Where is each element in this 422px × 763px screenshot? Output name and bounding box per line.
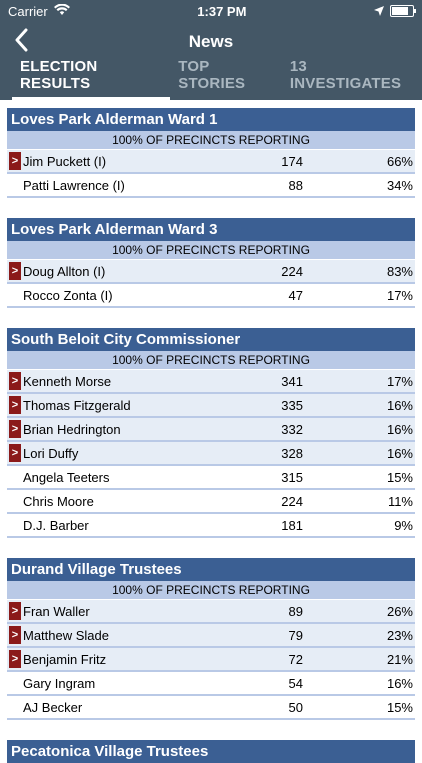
candidate-name: Patti Lawrence (I) bbox=[23, 177, 125, 193]
candidate-name: Brian Hedrington bbox=[23, 421, 121, 437]
candidate-name: Lori Duffy bbox=[23, 445, 79, 461]
candidate-percent: 26% bbox=[386, 603, 413, 619]
candidate-row[interactable] bbox=[7, 442, 415, 466]
candidate-votes: 332 bbox=[281, 421, 303, 437]
precincts-reporting: 100% OF PRECINCTS REPORTING bbox=[7, 581, 415, 600]
candidate-votes: 174 bbox=[281, 153, 303, 169]
race-section bbox=[7, 740, 415, 763]
race-title: Durand Village Trustees bbox=[7, 558, 415, 581]
candidate-percent: 17% bbox=[386, 287, 413, 303]
candidate-votes: 72 bbox=[288, 651, 303, 667]
winner-marker-icon: > bbox=[9, 444, 21, 462]
candidate-row[interactable] bbox=[7, 490, 415, 514]
candidate-name: Matthew Slade bbox=[23, 627, 109, 643]
status-right bbox=[374, 4, 414, 19]
race-section bbox=[7, 108, 415, 198]
candidate-row[interactable] bbox=[7, 624, 415, 648]
candidate-percent: 34% bbox=[386, 177, 413, 193]
race-section bbox=[7, 218, 415, 308]
battery-icon bbox=[390, 5, 414, 17]
precincts-reporting: 100% OF PRECINCTS REPORTING bbox=[7, 351, 415, 370]
candidate-percent: 21% bbox=[386, 651, 413, 667]
candidate-row[interactable] bbox=[7, 514, 415, 538]
candidate-row[interactable] bbox=[7, 600, 415, 624]
nav-bar bbox=[0, 22, 422, 62]
candidate-name: Jim Puckett (I) bbox=[23, 153, 107, 169]
candidate-name: Rocco Zonta (I) bbox=[23, 287, 113, 303]
candidate-row[interactable] bbox=[7, 370, 415, 394]
candidate-percent: 66% bbox=[386, 153, 413, 169]
winner-marker-icon: > bbox=[9, 152, 21, 170]
candidate-percent: 17% bbox=[386, 373, 413, 389]
candidate-votes: 89 bbox=[288, 603, 303, 619]
candidate-name: Angela Teeters bbox=[23, 469, 110, 485]
candidate-votes: 315 bbox=[281, 469, 303, 485]
status-bar bbox=[0, 0, 422, 22]
candidate-name: Fran Waller bbox=[23, 603, 90, 619]
candidate-votes: 54 bbox=[288, 675, 303, 691]
chevron-left-icon bbox=[14, 28, 28, 52]
candidate-votes: 224 bbox=[281, 263, 303, 279]
candidate-votes: 47 bbox=[288, 287, 303, 303]
race-title: South Beloit City Commissioner bbox=[7, 328, 415, 351]
race-title: Pecatonica Village Trustees bbox=[7, 740, 415, 763]
candidate-percent: 9% bbox=[394, 517, 413, 533]
race-title: Loves Park Alderman Ward 1 bbox=[7, 108, 415, 131]
status-left bbox=[8, 4, 70, 19]
wifi-icon bbox=[54, 4, 70, 19]
candidate-row[interactable] bbox=[7, 174, 415, 198]
candidate-row[interactable] bbox=[7, 260, 415, 284]
candidate-row[interactable] bbox=[7, 150, 415, 174]
winner-marker-icon: > bbox=[9, 372, 21, 390]
candidate-votes: 224 bbox=[281, 493, 303, 509]
winner-marker-icon: > bbox=[9, 626, 21, 644]
winner-marker-icon: > bbox=[9, 420, 21, 438]
race-title: Loves Park Alderman Ward 3 bbox=[7, 218, 415, 241]
candidate-name: Thomas Fitzgerald bbox=[23, 397, 131, 413]
candidate-row[interactable] bbox=[7, 394, 415, 418]
candidate-name: Doug Allton (I) bbox=[23, 263, 106, 279]
location-arrow-icon bbox=[374, 4, 384, 19]
candidate-percent: 15% bbox=[386, 469, 413, 485]
winner-marker-icon: > bbox=[9, 602, 21, 620]
candidate-percent: 16% bbox=[386, 397, 413, 413]
candidate-row[interactable] bbox=[7, 284, 415, 308]
tab-13-investigates[interactable]: 13 INVESTIGATES bbox=[289, 58, 402, 92]
candidate-votes: 341 bbox=[281, 373, 303, 389]
candidate-votes: 335 bbox=[281, 397, 303, 413]
candidate-name: Kenneth Morse bbox=[23, 373, 112, 389]
winner-marker-icon: > bbox=[9, 650, 21, 668]
winner-marker-icon: > bbox=[9, 262, 21, 280]
battery-level bbox=[392, 7, 408, 15]
candidate-percent: 11% bbox=[387, 493, 413, 509]
candidate-percent: 15% bbox=[386, 699, 413, 715]
candidate-row[interactable] bbox=[7, 696, 415, 720]
candidate-percent: 83% bbox=[386, 263, 413, 279]
candidate-name: Gary Ingram bbox=[23, 675, 96, 691]
candidate-row[interactable] bbox=[7, 418, 415, 442]
tab-bar bbox=[0, 58, 422, 100]
candidate-percent: 16% bbox=[386, 675, 413, 691]
candidate-votes: 88 bbox=[288, 177, 303, 193]
page-title: News bbox=[188, 32, 234, 51]
candidate-row[interactable] bbox=[7, 672, 415, 696]
back-button[interactable] bbox=[14, 28, 28, 59]
candidate-row[interactable] bbox=[7, 466, 415, 490]
tab-top-stories[interactable]: TOP STORIES bbox=[178, 58, 246, 92]
candidate-percent: 23% bbox=[386, 627, 413, 643]
candidate-votes: 328 bbox=[281, 445, 303, 461]
candidate-row[interactable] bbox=[7, 648, 415, 672]
candidate-name: D.J. Barber bbox=[23, 517, 89, 533]
race-section bbox=[7, 328, 415, 538]
race-section bbox=[7, 558, 415, 720]
candidate-name: Chris Moore bbox=[23, 493, 94, 509]
candidate-votes: 79 bbox=[288, 627, 303, 643]
precincts-reporting: 100% OF PRECINCTS REPORTING bbox=[7, 241, 415, 260]
candidate-percent: 16% bbox=[386, 421, 413, 437]
candidate-votes: 181 bbox=[281, 517, 303, 533]
candidate-name: AJ Becker bbox=[23, 699, 83, 715]
candidate-votes: 50 bbox=[288, 699, 303, 715]
results-list[interactable] bbox=[0, 100, 422, 763]
app-header bbox=[0, 0, 422, 100]
candidate-name: Benjamin Fritz bbox=[23, 651, 107, 667]
tab-election-results[interactable]: ELECTION RESULTS bbox=[12, 58, 170, 100]
winner-marker-icon: > bbox=[9, 396, 21, 414]
candidate-percent: 16% bbox=[386, 445, 413, 461]
carrier-label: Carrier bbox=[8, 3, 48, 19]
clock: 1:37 PM bbox=[197, 3, 247, 19]
precincts-reporting: 100% OF PRECINCTS REPORTING bbox=[7, 131, 415, 150]
